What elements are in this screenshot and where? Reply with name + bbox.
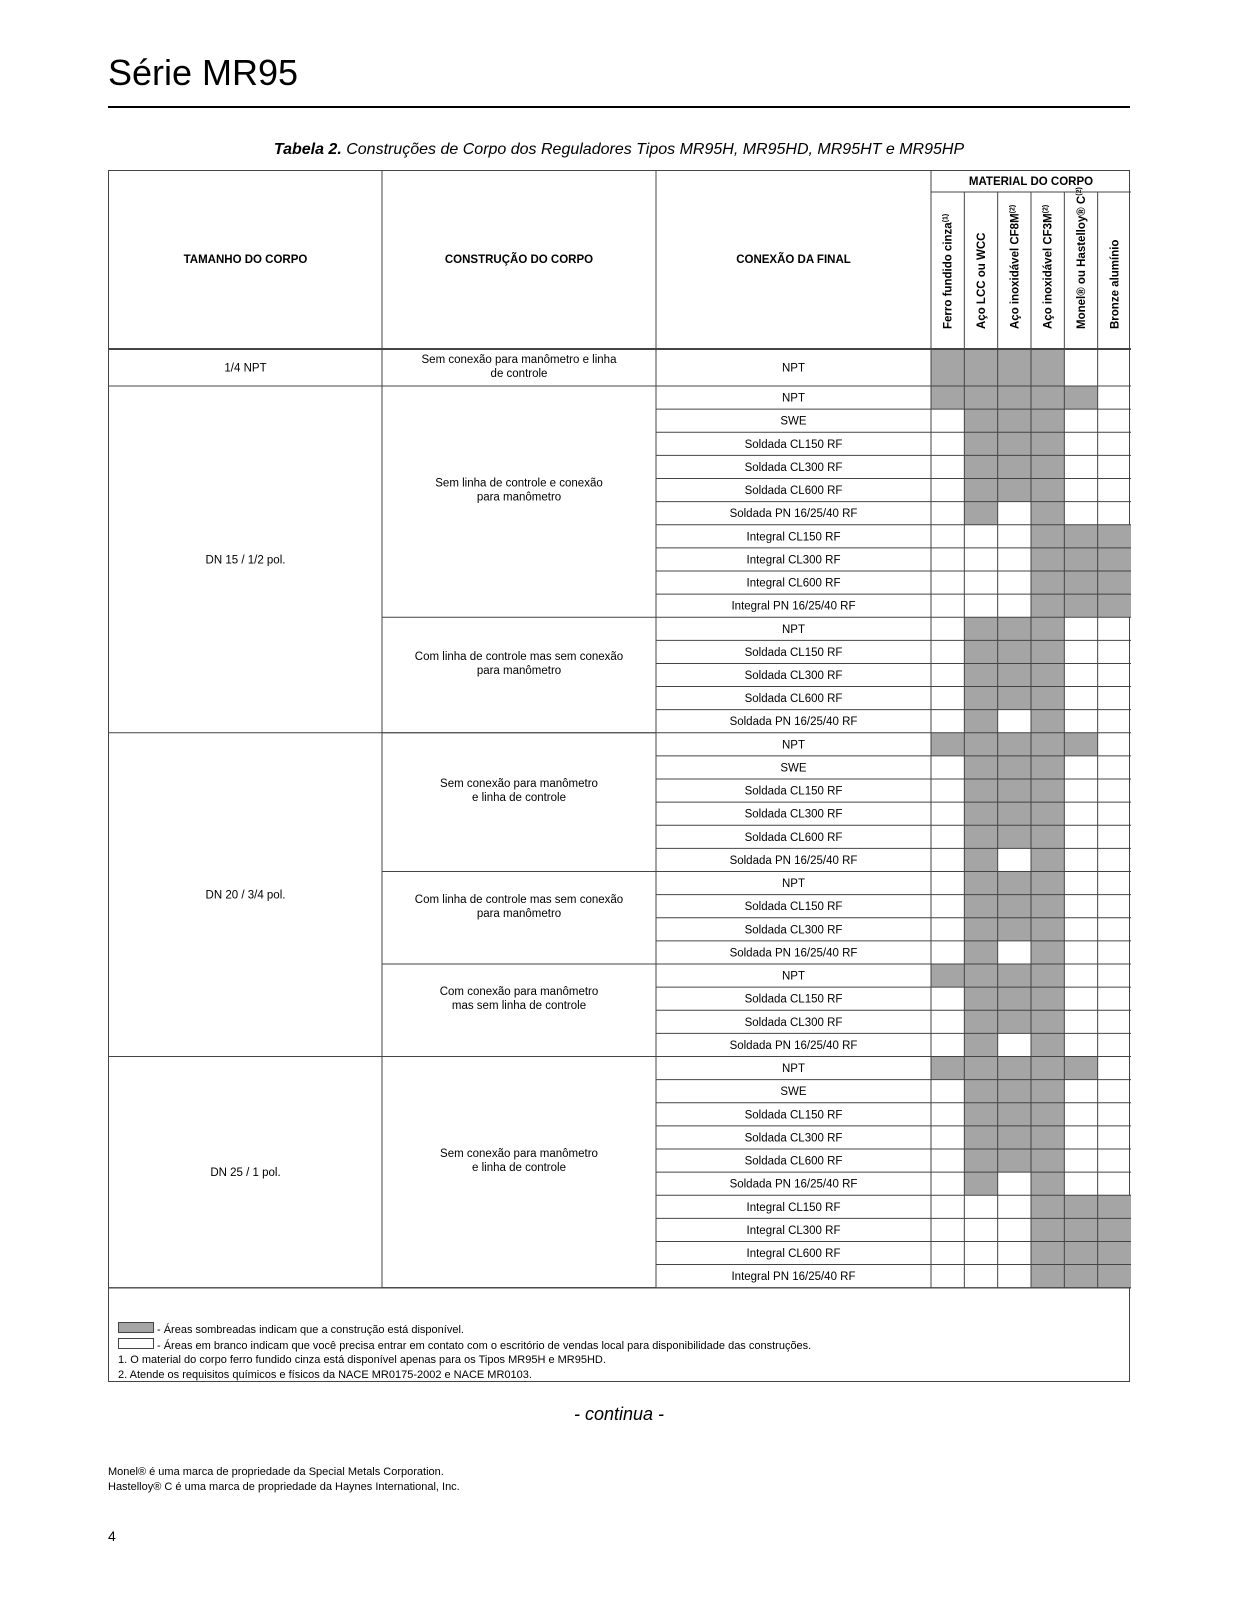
available-cell — [964, 502, 997, 525]
end-connection-cell: SWE — [780, 1086, 807, 1099]
end-connection-cell: Soldada CL600 RF — [744, 1155, 843, 1168]
body-size-cell: DN 15 / 1/2 pol. — [205, 554, 286, 567]
legend-shaded-row — [118, 1322, 1118, 1338]
available-cell — [1031, 1080, 1064, 1103]
available-cell — [1031, 1010, 1064, 1033]
available-cell — [1031, 1265, 1064, 1288]
trademark-notes — [108, 1465, 460, 1495]
available-cell — [998, 409, 1031, 432]
end-connection-cell: Soldada PN 16/25/40 RF — [729, 1039, 858, 1052]
end-connection-cell: Soldada CL600 RF — [744, 485, 843, 498]
end-connection-cell: Integral PN 16/25/40 RF — [731, 600, 856, 613]
end-connection-cell: Soldada CL150 RF — [744, 993, 843, 1006]
end-connection-cell: Integral CL300 RF — [746, 554, 841, 567]
legend-blank-row — [118, 1338, 1118, 1354]
available-cell — [1031, 1195, 1064, 1218]
available-cell — [1098, 1218, 1131, 1241]
available-cell — [1031, 710, 1064, 733]
available-cell — [964, 941, 997, 964]
available-cell — [1031, 1126, 1064, 1149]
end-connection-cell: Soldada CL300 RF — [744, 808, 843, 821]
end-connection-cell: Soldada CL600 RF — [744, 693, 843, 706]
end-connection-cell: Soldada CL150 RF — [744, 901, 843, 914]
table-caption-text: Construções de Corpo dos Reguladores Tipos MR95H, MR95HD, MR95HT e MR95HP — [341, 141, 965, 158]
available-cell — [1098, 594, 1131, 617]
available-cell — [931, 1056, 964, 1079]
header-body-size: TAMANHO DO CORPO — [183, 254, 308, 266]
body-construction-cell: de controle — [490, 368, 548, 380]
available-cell — [964, 872, 997, 895]
header-body-construction: CONSTRUÇÃO DO CORPO — [444, 254, 594, 266]
body-size-cell: DN 20 / 3/4 pol. — [205, 889, 286, 902]
available-cell — [1031, 548, 1064, 571]
available-cell — [964, 663, 997, 686]
available-cell — [964, 409, 997, 432]
material-header-4 — [1043, 205, 1055, 329]
available-cell — [964, 432, 997, 455]
available-cell — [964, 825, 997, 848]
end-connection-cell: Soldada CL300 RF — [744, 1016, 843, 1029]
available-cell — [1031, 1218, 1064, 1241]
available-cell — [998, 478, 1031, 501]
available-cell — [1031, 987, 1064, 1010]
end-connection-cell: Soldada CL300 RF — [744, 1132, 843, 1145]
available-cell — [1098, 571, 1131, 594]
material-header-3 — [1009, 205, 1021, 329]
available-cell — [998, 733, 1031, 756]
available-cell — [1031, 617, 1064, 640]
available-cell — [964, 1172, 997, 1195]
body-construction-cell: Com linha de controle mas sem conexão — [414, 893, 624, 906]
available-cell — [998, 779, 1031, 802]
material-footnote-ref: (1) — [942, 213, 950, 223]
available-cell — [1064, 386, 1097, 409]
construction-table-grid — [109, 171, 1131, 1383]
available-cell — [1031, 1241, 1064, 1264]
available-cell — [1031, 1103, 1064, 1126]
available-cell — [1031, 687, 1064, 710]
end-connection-cell: NPT — [782, 1063, 805, 1076]
end-connection-cell: Soldada CL300 RF — [744, 670, 843, 682]
legend-shaded-text: - Áreas sombreadas indicam que a construção está disponível. — [157, 1324, 464, 1336]
construction-table — [108, 170, 1130, 1382]
available-cell — [1031, 594, 1064, 617]
available-cell — [1064, 594, 1097, 617]
table-caption — [108, 141, 1130, 159]
available-cell — [1031, 525, 1064, 548]
body-construction-cell: Com conexão para manômetro — [439, 986, 599, 999]
end-connection-cell: Integral CL300 RF — [746, 1224, 841, 1237]
end-connection-cell: Soldada PN 16/25/40 RF — [729, 854, 858, 867]
available-cell — [1031, 779, 1064, 802]
available-cell — [998, 617, 1031, 640]
body-construction-cell: e linha de controle — [472, 792, 566, 805]
available-cell — [998, 663, 1031, 686]
available-cell — [931, 386, 964, 409]
end-connection-cell: Soldada CL150 RF — [744, 785, 843, 798]
end-connection-cell: Soldada CL150 RF — [744, 438, 843, 451]
header-end-connection: CONEXÃO DA FINAL — [736, 254, 851, 266]
available-cell — [964, 640, 997, 663]
end-connection-cell: Integral CL600 RF — [746, 1248, 841, 1260]
available-cell — [964, 710, 997, 733]
available-cell — [1031, 1149, 1064, 1172]
available-cell — [998, 386, 1031, 409]
available-cell — [1064, 1241, 1097, 1264]
table-legend — [118, 1322, 1118, 1382]
available-cell — [964, 386, 997, 409]
end-connection-cell: Soldada PN 16/25/40 RF — [729, 947, 858, 960]
available-cell — [1064, 548, 1097, 571]
end-connection-cell: Integral CL600 RF — [746, 577, 841, 590]
body-size-cell: 1/4 NPT — [224, 362, 267, 375]
trademark-hastelloy: Hastelloy® C é uma marca de propriedade da Haynes International, Inc. — [108, 1481, 460, 1493]
available-cell — [964, 455, 997, 478]
available-cell — [1031, 432, 1064, 455]
available-cell — [1031, 872, 1064, 895]
available-cell — [964, 964, 997, 987]
end-connection-cell: Integral CL150 RF — [746, 1201, 841, 1214]
material-label: Ferro fundido cinza — [942, 222, 955, 329]
end-connection-cell: Soldada CL300 RF — [744, 461, 843, 474]
end-connection-cell: Soldada PN 16/25/40 RF — [729, 716, 858, 729]
page-title: Série MR95 — [108, 52, 299, 93]
end-connection-cell: NPT — [782, 623, 805, 636]
available-cell — [998, 1103, 1031, 1126]
available-cell — [964, 1033, 997, 1056]
title-rule — [108, 106, 1130, 108]
available-cell — [1031, 455, 1064, 478]
available-cell — [1098, 548, 1131, 571]
available-cell — [964, 478, 997, 501]
shaded-swatch — [118, 1322, 154, 1333]
available-cell — [964, 848, 997, 871]
available-cell — [998, 895, 1031, 918]
available-cell — [998, 825, 1031, 848]
available-cell — [964, 617, 997, 640]
available-cell — [998, 987, 1031, 1010]
available-cell — [964, 733, 997, 756]
legend-blank-text: - Áreas em branco indicam que você precisa entrar em contato com o escritório de vendas local para disponibilidade das construções. — [157, 1339, 812, 1352]
available-cell — [998, 455, 1031, 478]
available-cell — [1031, 964, 1064, 987]
available-cell — [964, 895, 997, 918]
available-cell — [1031, 663, 1064, 686]
available-cell — [998, 756, 1031, 779]
continue-marker: - continua - — [573, 1404, 665, 1424]
available-cell — [1031, 895, 1064, 918]
body-construction-cell: mas sem linha de controle — [451, 1000, 587, 1013]
available-cell — [1064, 1218, 1097, 1241]
end-connection-cell: NPT — [782, 970, 805, 983]
available-cell — [1031, 349, 1064, 386]
available-cell — [998, 349, 1031, 386]
body-construction-cell: para manômetro — [476, 491, 562, 504]
end-connection-cell: Soldada CL300 RF — [744, 924, 843, 937]
available-cell — [1064, 571, 1097, 594]
body-construction-cell: e linha de controle — [472, 1162, 566, 1175]
available-cell — [964, 779, 997, 802]
blank-swatch — [118, 1338, 154, 1349]
material-label: Aço inoxidável CF3M — [1042, 213, 1055, 329]
available-cell — [998, 918, 1031, 941]
available-cell — [964, 1056, 997, 1079]
available-cell — [998, 964, 1031, 987]
available-cell — [964, 802, 997, 825]
available-cell — [1031, 848, 1064, 871]
available-cell — [1064, 1195, 1097, 1218]
material-footnote-ref: (2) — [1076, 187, 1083, 196]
available-cell — [1031, 1172, 1064, 1195]
material-footnote-ref: (2) — [1009, 204, 1017, 214]
available-cell — [964, 1103, 997, 1126]
available-cell — [1031, 918, 1064, 941]
material-header-1 — [943, 214, 955, 329]
available-cell — [1031, 733, 1064, 756]
material-header-6 — [1109, 240, 1121, 329]
end-connection-cell: SWE — [780, 415, 807, 428]
trademark-monel: Monel® é uma marca de propriedade da Special Metals Corporation. — [108, 1466, 444, 1478]
end-connection-cell: SWE — [780, 762, 807, 775]
available-cell — [1098, 1265, 1131, 1288]
available-cell — [931, 349, 964, 386]
available-cell — [931, 733, 964, 756]
available-cell — [1098, 1195, 1131, 1218]
available-cell — [1064, 1056, 1097, 1079]
available-cell — [998, 640, 1031, 663]
available-cell — [998, 802, 1031, 825]
available-cell — [1031, 386, 1064, 409]
available-cell — [998, 1080, 1031, 1103]
available-cell — [964, 1149, 997, 1172]
material-label: Monel® ou Hastelloy® C — [1076, 195, 1088, 329]
end-connection-cell: Soldada PN 16/25/40 RF — [729, 508, 858, 521]
table-caption-number: Tabela 2. — [273, 141, 342, 158]
footnote-1: 1. O material do corpo ferro fundido cinza está disponível apenas para os Tipos MR95H e MR95HD. — [118, 1354, 606, 1366]
available-cell — [964, 918, 997, 941]
footnote-2: 2. Atende os requisitos químicos e físicos da NACE MR0175-2002 e NACE MR0103. — [118, 1368, 532, 1381]
available-cell — [964, 687, 997, 710]
available-cell — [1031, 802, 1064, 825]
body-construction-cell: Sem conexão para manômetro — [440, 1148, 598, 1161]
body-construction-cell: para manômetro — [476, 907, 562, 920]
available-cell — [1031, 825, 1064, 848]
material-label: Aço inoxidável CF8M — [1009, 213, 1022, 329]
available-cell — [998, 1126, 1031, 1149]
material-label: Aço LCC ou WCC — [976, 232, 988, 329]
material-header-5 — [1076, 187, 1088, 329]
end-connection-cell: NPT — [782, 392, 805, 405]
body-size-cell: DN 25 / 1 pol. — [210, 1167, 281, 1180]
material-footnote-ref: (2) — [1042, 204, 1050, 214]
available-cell — [964, 1010, 997, 1033]
end-connection-cell: NPT — [782, 739, 805, 752]
available-cell — [1031, 1033, 1064, 1056]
available-cell — [964, 756, 997, 779]
end-connection-cell: Soldada CL150 RF — [744, 646, 843, 659]
end-connection-cell: Integral CL150 RF — [746, 531, 841, 544]
header-body-material: MATERIAL DO CORPO — [968, 176, 1094, 188]
available-cell — [1031, 640, 1064, 663]
available-cell — [998, 1149, 1031, 1172]
available-cell — [1031, 941, 1064, 964]
available-cell — [1098, 1241, 1131, 1264]
available-cell — [1031, 756, 1064, 779]
available-cell — [1064, 525, 1097, 548]
end-connection-cell: NPT — [782, 878, 805, 891]
available-cell — [998, 1010, 1031, 1033]
end-connection-cell: Soldada PN 16/25/40 RF — [729, 1178, 858, 1191]
end-connection-cell: NPT — [782, 362, 805, 375]
available-cell — [931, 964, 964, 987]
available-cell — [1064, 1265, 1097, 1288]
body-construction-cell: Com linha de controle mas sem conexão — [414, 651, 624, 663]
body-construction-cell: Sem linha de controle e conexão — [435, 477, 603, 490]
available-cell — [1031, 409, 1064, 432]
body-construction-cell: para manômetro — [476, 665, 562, 677]
end-connection-cell: Soldada CL150 RF — [744, 1109, 843, 1122]
end-connection-cell: Integral PN 16/25/40 RF — [731, 1271, 856, 1284]
available-cell — [1031, 571, 1064, 594]
page-number: 4 — [108, 1528, 116, 1544]
material-label: Bronze alumínio — [1109, 239, 1122, 329]
available-cell — [964, 1126, 997, 1149]
available-cell — [964, 987, 997, 1010]
available-cell — [964, 349, 997, 386]
body-construction-cell: Sem conexão para manômetro — [440, 778, 598, 791]
available-cell — [1031, 478, 1064, 501]
end-connection-cell: Soldada CL600 RF — [744, 831, 843, 844]
available-cell — [998, 432, 1031, 455]
available-cell — [998, 872, 1031, 895]
available-cell — [1064, 733, 1097, 756]
body-construction-cell: Sem conexão para manômetro e linha — [421, 354, 617, 366]
available-cell — [998, 1056, 1031, 1079]
available-cell — [1098, 525, 1131, 548]
available-cell — [1031, 502, 1064, 525]
available-cell — [998, 687, 1031, 710]
available-cell — [1031, 1056, 1064, 1079]
available-cell — [964, 1080, 997, 1103]
material-header-2 — [976, 233, 988, 329]
